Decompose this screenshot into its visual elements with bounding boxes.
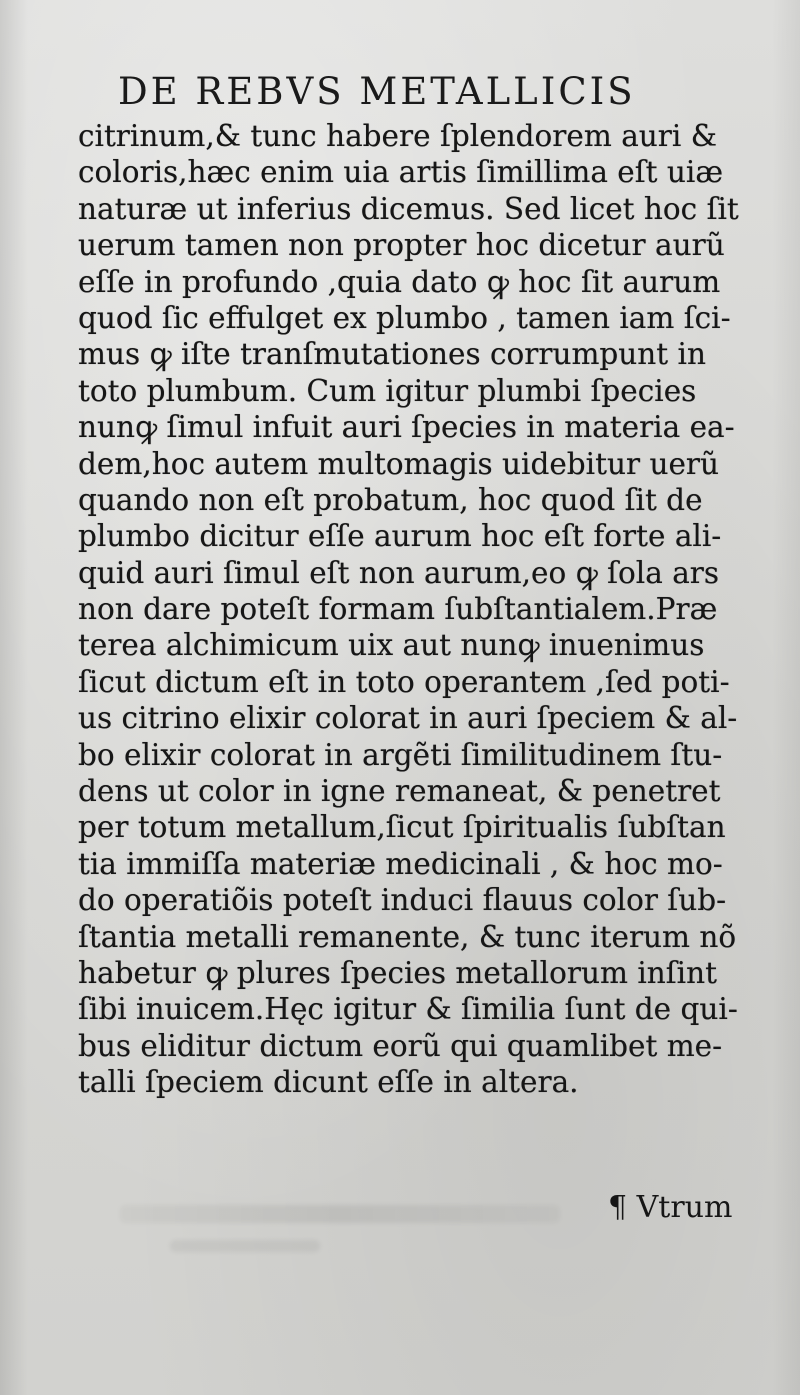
body-text — [78, 118, 758, 1101]
text-line: dem,hoc autem multomagis uidebitur uerũ — [78, 446, 720, 481]
text-line: nunꝙ ſimul infuit auri ſpecies in materia ea- — [78, 410, 735, 445]
text-line: per totum metallum,ſicut ſpiritualis ſubſtan — [78, 810, 726, 845]
text-line: bus eliditur dictum eorũ qui quamlibet me- — [78, 1028, 723, 1063]
text-line: ſicut dictum eſt in toto operantem ,ſed poti- — [78, 664, 730, 699]
text-line: naturæ ut inferius dicemus. Sed licet hoc ſit — [78, 191, 739, 226]
text-line: quid auri ſimul eſt non aurum,eo ꝙ ſola ars — [78, 555, 720, 590]
text-line: non dare poteſt formam ſubſtantialem.Præ — [78, 592, 718, 627]
text-line: ſtantia metalli remanente, & tunc iterum nõ — [78, 919, 737, 954]
running-head: DE REBVS METALLICIS — [118, 70, 636, 113]
text-line: eſſe in profundo ,quia dato ꝙ hoc ſit aurum — [78, 264, 721, 299]
text-line: mus ꝙ iſte tranſmutationes corrumpunt in — [78, 337, 706, 372]
text-line: uerum tamen non propter hoc dicetur aurũ — [78, 228, 725, 263]
text-line: coloris,hæc enim uia artis ſimillima eſt uiæ — [78, 155, 724, 190]
text-line: toto plumbum. Cum igitur plumbi ſpecies — [78, 373, 697, 408]
text-line: habetur ꝙ plures ſpecies metallorum inſint — [78, 955, 717, 990]
right-edge-shadow — [772, 0, 800, 1395]
text-line: ſibi inuicem.Hęc igitur & ſimilia ſunt de qui- — [78, 992, 738, 1027]
catchword: ¶ Vtrum — [608, 1190, 733, 1225]
text-line: plumbo dicitur eſſe aurum hoc eſt forte ali- — [78, 519, 722, 554]
text-line: quando non eſt probatum, hoc quod ſit de — [78, 482, 703, 517]
show-through-smudge — [120, 1205, 560, 1223]
text-line: terea alchimicum uix aut nunꝙ inuenimus — [78, 628, 705, 663]
text-line: do operatiõis poteſt induci flauus color ſub- — [78, 883, 727, 918]
text-line: us citrino elixir colorat in auri ſpeciem & al- — [78, 701, 738, 736]
show-through-smudge — [170, 1240, 320, 1252]
left-edge-shadow — [0, 0, 28, 1395]
text-line: dens ut color in igne remaneat, & penetret — [78, 774, 721, 809]
text-line: bo elixir colorat in argẽti ſimilitudinem ſtu- — [78, 737, 723, 772]
text-line: quod ſic effulget ex plumbo , tamen iam ſci- — [78, 300, 731, 335]
text-line: tia immiſſa materiæ medicinali , & hoc mo- — [78, 846, 723, 881]
text-line: talli ſpeciem dicunt eſſe in altera. — [78, 1065, 579, 1100]
text-line: citrinum,& tunc habere ſplendorem auri & — [78, 119, 717, 153]
